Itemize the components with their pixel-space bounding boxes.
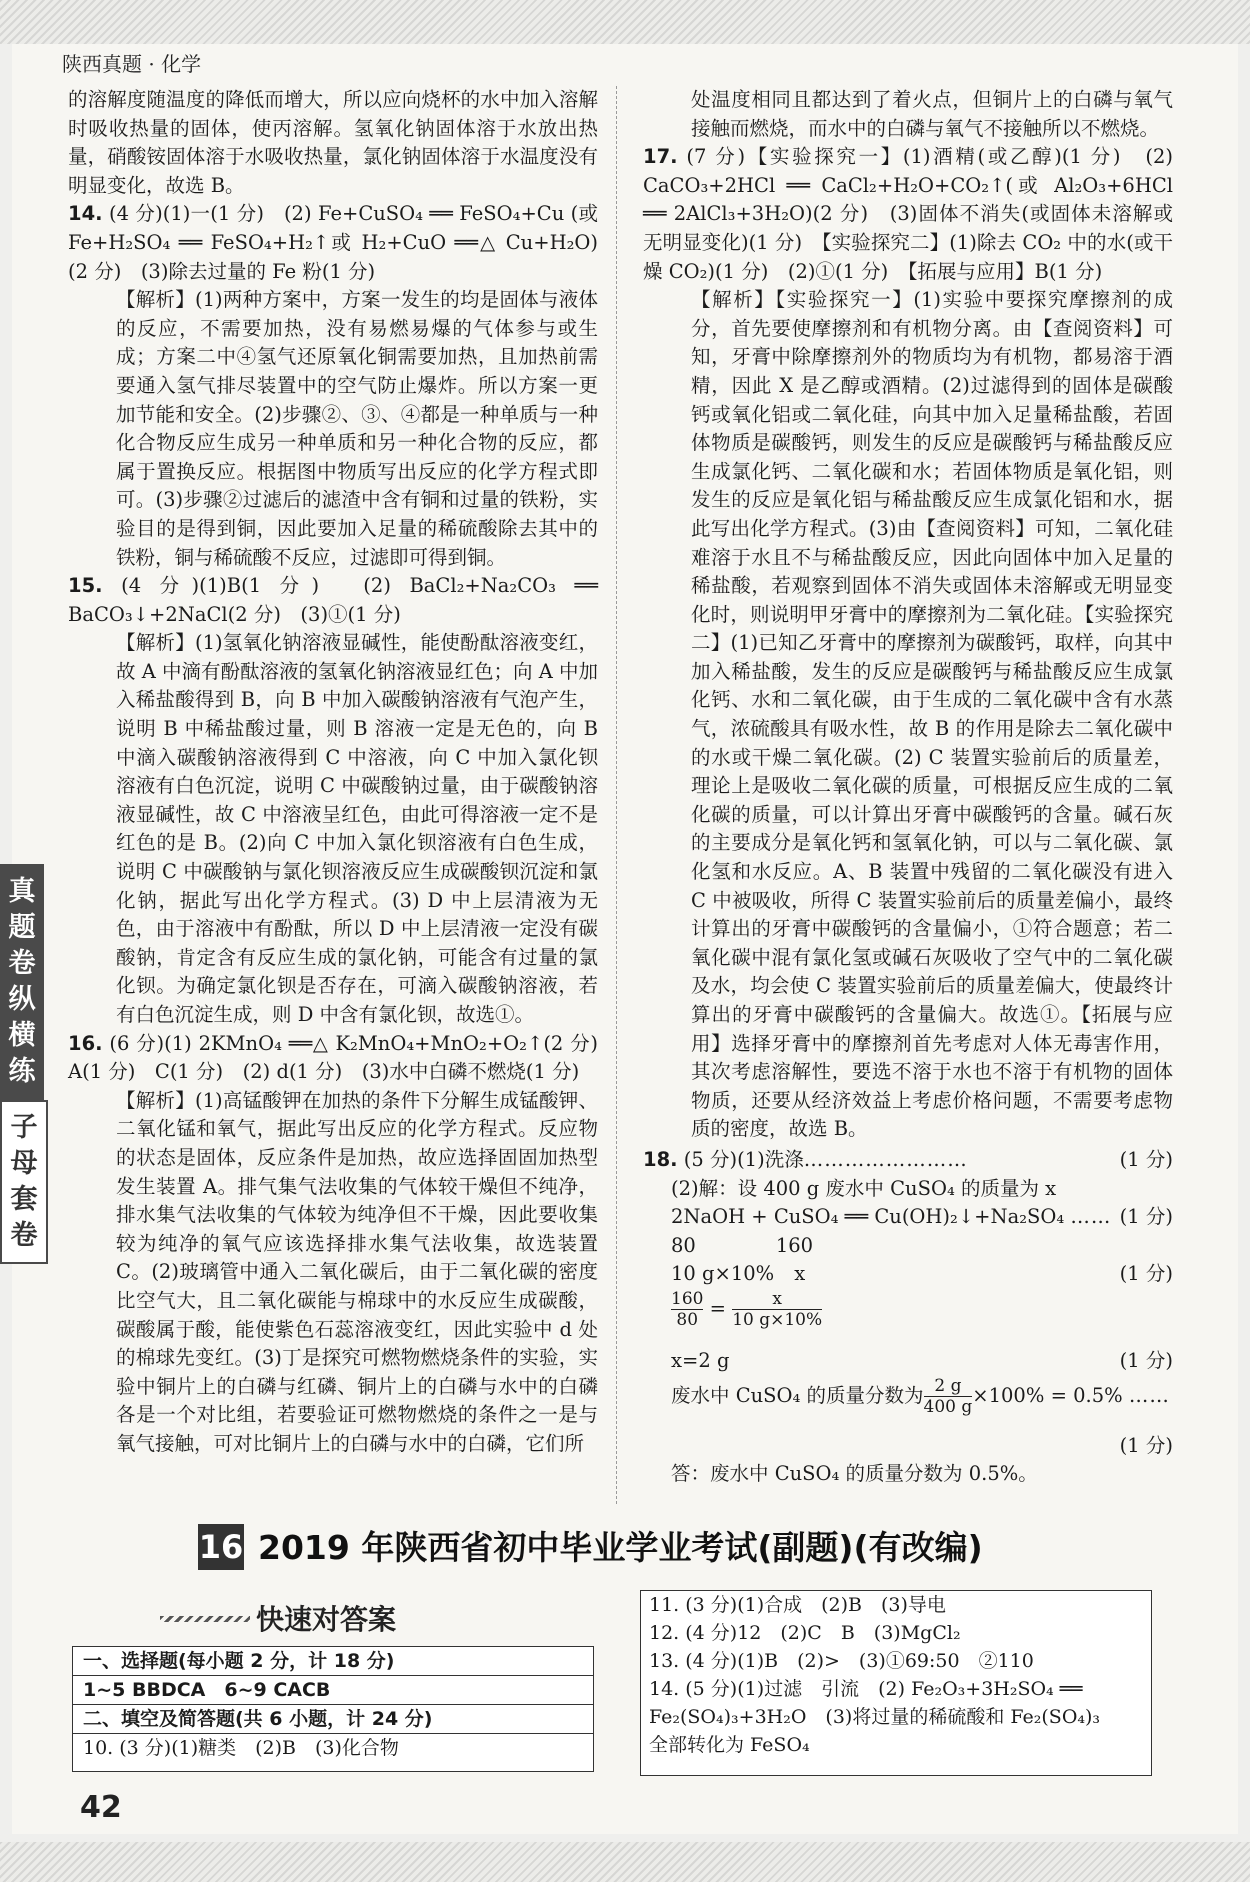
left-paragraph xyxy=(68,200,598,286)
left-paragraph xyxy=(68,86,598,200)
answer-line: 14. (5 分)(1)过滤 引流 (2) Fe₂O₃+3H₂SO₄ ══ xyxy=(649,1678,1083,1700)
answer-line: 11. (3 分)(1)合成 (2)B (3)导电 xyxy=(649,1594,946,1616)
paragraph-text: 处温度相同且都达到了着火点，但铜片上的白磷与氧气接触而燃烧，而水中的白磷与氧气不接触所以不燃烧。 xyxy=(691,88,1173,140)
section-title: 2019 年陕西省初中毕业学业考试(副题)(有改编) xyxy=(258,1528,983,1567)
left-column xyxy=(68,86,618,1459)
sidebar-tab-main: 真题卷纵横练 xyxy=(0,864,44,1100)
paragraph-text: 的溶解度随温度的降低而增大，所以应向烧杯的水中加入溶解时吸收热量的固体，使丙溶解。氢氧化钠固体溶于水放出热量，硝酸铵固体溶于水吸收热量，氯化钠固体溶于水温度没有明显变化，故选 B。 xyxy=(68,88,598,197)
question-number: 14. xyxy=(68,202,103,226)
paragraph-text: (4 分)(1)一(1 分) (2) Fe+CuSO₄ ══ FeSO₄+Cu (或 Fe+H₂SO₄ ══ FeSO₄+H₂↑或 H₂+CuO ══△ Cu+H₂O)(2 分) (3)除去过量的 Fe 粉(1 分) xyxy=(68,202,599,283)
answer-line: 13. (4 分)(1)B (2)> (3)①69:50 ②110 xyxy=(649,1650,1034,1672)
left-paragraph xyxy=(68,286,598,572)
section-badge: 16 xyxy=(198,1524,244,1570)
paragraph-text: (4 分)(1)B(1 分) (2) BaCl₂+Na₂CO₃ ══ BaCO₃↓+2NaCl(2 分) (3)①(1 分) xyxy=(68,574,599,626)
bottom-hatch-border xyxy=(0,1842,1250,1882)
quick-answer-decoration xyxy=(160,1616,250,1622)
question-number: 18. xyxy=(643,1147,678,1171)
paragraph-text: 【解析】(1)氢氧化钠溶液显碱性，能使酚酞溶液变红，故 A 中滴有酚酞溶液的氢氧化钠溶液显红色；向 A 中加入稀盐酸得到 B，向 B 中加入碳酸钠溶液有气泡产生，说明 B 中稀盐酸过量，则 B 溶液一定是无色的，向 B 中滴入碳酸钠溶液得到 C 中溶液，向 C 中加入氯化钡溶液有白色沉淀，说明 C 中碳酸钠过量，由于碳酸钠溶液显碱性，故 C 中溶液呈红色，由此可得溶液一定不是红色的是 B。(2)向 C 中加入氯化钡溶液有白色生成，说明 C 中碳酸钠与氯化钡溶液反应生成碳酸钡沉淀和氯化钠，据此写出化学方程式。(3) D 中上层清液为无色，由于溶液中有酚酞，所以 D 中上层清液一定没有碳酸钠，肯定含有反应生成的氯化钠，可能含有过量的氯化钡。为确定氯化钡是否存在，可滴入碳酸钠溶液，若有白色沉淀生成，则 D 中含有氯化钡，故选①。 xyxy=(116,631,598,1026)
quick-answer-heading: 快速对答案 xyxy=(256,1603,397,1636)
answer-box-left xyxy=(72,1646,594,1772)
left-paragraph xyxy=(68,1087,598,1459)
left-paragraph xyxy=(68,1030,618,1087)
answer-row: 二、填空及简答题(共 6 小题，计 24 分) xyxy=(73,1705,593,1734)
paragraph-text: 【解析】【实验探究一】(1)实验中要探究摩擦剂的成分，首先要使摩擦剂和有机物分离。由【查阅资料】可知，牙膏中除摩擦剂外的物质均为有机物，都易溶于酒精，因此 X 是乙醇或酒精。(2)过滤得到的固体是碳酸钙或氧化铝或二氧化硅，向其中加入足量稀盐酸，若固体物质是碳酸钙，则发生的反应是碳酸钙与稀盐酸反应生成氯化钙、二氧化碳和水；若固体物质是氧化铝，则发生的反应是氧化铝与稀盐酸反应生成氯化铝和水，据此写出化学方程式。(3)由【查阅资料】可知，二氧化硅难溶于水且不与稀盐酸反应，因此向固体中加入足量的稀盐酸，若观察到固体不消失或固体未溶解或无明显变化时，则说明甲牙膏中的摩擦剂为二氧化硅。【实验探究二】(1)已知乙牙膏中的摩擦剂为碳酸钙，取样，向其中加入稀盐酸，发生的反应是碳酸钙与稀盐酸反应生成氯化钙、水和二氧化碳，由于生成的二氧化碳中含有水蒸气，浓硫酸具有吸水性，故 B 的作用是除去二氧化碳中的水或干燥二氧化碳。(2) C 装置实验前后的质量差，理论上是吸收二氧化碳的质量，可根据反应生成的二氧化碳的质量，可以计算出牙膏中碳酸钙的含量。碱石灰的主要成分是氧化钙和氢氧化钠，可以与二氧化碳、氯化氢和水反应。A、B 装置中残留的二氧化碳没有进入 C 中被吸收，所得 C 装置实验前后的质量差偏小，最终计算出的牙膏中碳酸钙的含量偏小，①符合题意；若二氧化碳中混有氯化氢或碱石灰吸收了空气中的二氧化碳及水，均会使 C 装置实验前后的质量差偏大，使最终计算出的牙膏中碳酸钙的含量偏大。故选①。【拓展与应用】选择牙膏中的摩擦剂首先考虑对人体无毒害作用，其次考虑溶解性，要选不溶于水也不溶于有机物的固体物质，还要从经济效益上考虑价格问题，不需要考虑物质的密度，故选 B。 xyxy=(691,288,1173,1141)
running-header: 陕西真题 · 化学 xyxy=(62,52,202,76)
paragraph-text: (7 分)【实验探究一】(1)酒精(或乙醇)(1 分) (2) CaCO₃+2HCl ══ CaCl₂+H₂O+CO₂↑(或 Al₂O₃+6HCl ══ 2AlCl₃+3H₂O)(2 分) (3)固体不消失(或固体未溶解或无明显变化)(1 分) 【实验探究二】(1)除去 CO₂ 中的水(或干燥 CO₂)(1 分) (2)①(1 分) 【拓展与应用】B(1 分) xyxy=(643,145,1173,283)
question-number: 17. xyxy=(643,145,678,169)
answer-box-right xyxy=(640,1590,1152,1776)
answer-row: 一、选择题(每小题 2 分，计 18 分) xyxy=(73,1647,593,1676)
paragraph-text: 【解析】(1)两种方案中，方案一发生的均是固体与液体的反应，不需要加热，没有易燃易爆的气体参与或生成；方案二中④氢气还原氧化铜需要加热，且加热前需要通入氢气排尽装置中的空气防止爆炸。所以方案一更加节能和安全。(2)步骤②、③、④都是一种单质与一种化合物反应生成另一种单质和另一种化合物的反应，都属于置换反应。根据图中物质写出反应的化学方程式即可。(3)步骤②过滤后的滤渣中含有铜和过量的铁粉，实验目的是得到铜，因此要加入足量的稀硫酸除去其中的铁粉，铜与稀硫酸不反应，过滤即可得到铜。 xyxy=(116,288,598,569)
page-number: 42 xyxy=(80,1790,122,1825)
question-number: 16. xyxy=(68,1031,103,1055)
left-paragraph xyxy=(68,629,598,1029)
answer-line: 全部转化为 FeSO₄ xyxy=(649,1734,810,1756)
answer-row: 10. (3 分)(1)糖类 (2)B (3)化合物 xyxy=(83,1737,399,1759)
paragraph-text: 【解析】(1)高锰酸钾在加热的条件下分解生成锰酸钾、二氧化锰和氧气，据此写出反应的化学方程式。反应物的状态是固体，反应条件是加热，故应选择固固加热型发生装置 A。排气集气法收集的气体较干燥但不纯净，排水集气法收集的气体较为纯净但不干燥，因此要收集较为纯净的氧气应该选择排水集气法收集，故选装置 C。(2)玻璃管中通入二氧化碳后，由于二氧化碳的密度比空气大，且二氧化碳能与棉球中的水反应生成碳酸，碳酸属于酸，能使紫色石蕊溶液变红，因此实验中 d 处的棉球先变红。(3)丁是探究可燃物燃烧条件的实验，实验中铜片上的白磷与红磷、铜片上的白磷与水中的白磷各是一个对比组，若要验证可燃物燃烧的条件之一是与氧气接触，可对比铜片上的白磷与水中的白磷，它们所 xyxy=(116,1088,598,1455)
right-paragraph xyxy=(643,86,1173,143)
question-18: 18. (5 分)(1)洗涤…………………… (1 分) (2)解：设 400 g 废水中 CuSO₄ 的质量为 x 2NaOH + CuSO₄ ══ Cu(OH)₂↓+Na₂SO₄ …… (1 分) 80 160 10 g×10% x (1 分) $\frac{160}{80}$ = $\frac{x}{10 g\times 10\%}$ x=2 g (1 分) 废水中 CuSO₄ 的质量分数为 $\frac{2 g}{400 g}$ ×100% = 0.5% …… (1 分) 答：废水中 CuSO₄ 的质量分数为 0.5%。 xyxy=(643,1147,1173,1486)
question-number: 15. xyxy=(68,574,103,598)
right-column xyxy=(643,86,1173,1489)
answer-line: 12. (4 分)12 (2)C B (3)MgCl₂ xyxy=(649,1622,961,1644)
top-hatch-border xyxy=(0,0,1250,44)
answer-line: Fe₂(SO₄)₃+3H₂O (3)将过量的稀硫酸和 Fe₂(SO₄)₃ xyxy=(649,1706,1101,1728)
paragraph-text: (6 分)(1) 2KMnO₄ ══△ K₂MnO₄+MnO₂+O₂↑(2 分) A(1 分) C(1 分) (2) d(1 分) (3)水中白磷不燃烧(1 分) xyxy=(68,1031,618,1084)
answer-row: 1~5 BBDCA 6~9 CACB xyxy=(73,1676,593,1705)
left-paragraph xyxy=(68,572,598,629)
sidebar-tab-sub: 子母套卷 xyxy=(0,1100,48,1264)
right-paragraph xyxy=(643,286,1173,1144)
sidebar-tabs xyxy=(0,864,56,1264)
column-divider xyxy=(616,86,617,1504)
right-paragraph xyxy=(643,143,1173,286)
